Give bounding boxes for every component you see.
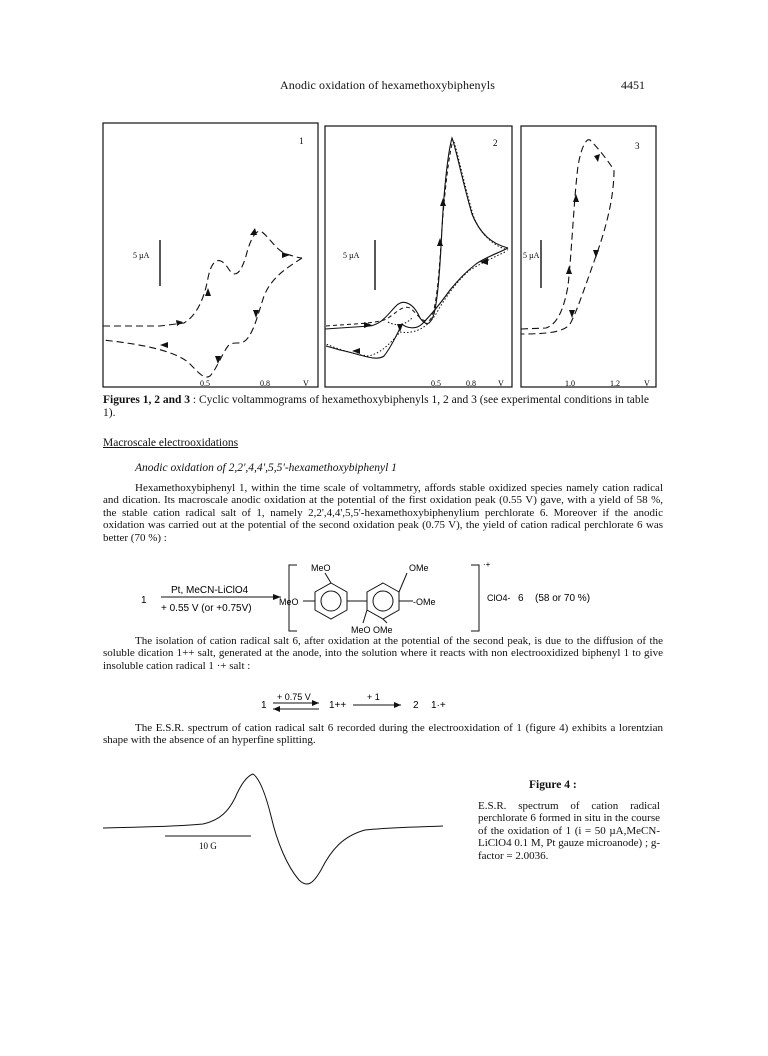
panel-number: 2 bbox=[493, 138, 498, 148]
caption-label: Figures 1, 2 and 3 bbox=[103, 394, 191, 406]
scheme-species: 1 bbox=[261, 700, 267, 711]
tick-label: 0.8 bbox=[466, 379, 476, 388]
substituent-label: MeO bbox=[279, 597, 299, 607]
arrow-label: + 0.75 V bbox=[277, 692, 311, 702]
esr-curve bbox=[103, 774, 443, 884]
substituent-label: -OMe bbox=[413, 597, 436, 607]
esr-spectrum-figure bbox=[103, 770, 453, 900]
cyclic-voltammograms-figure bbox=[100, 118, 660, 394]
figure4-caption: E.S.R. spectrum of cation radical perchlorate 6 formed in situ in the course of the oxidation of 1 (i = 50 µA,MeCN-LiClO4 0.1 M, Pt gauze microanode) ; g-factor = 2.0036. bbox=[478, 800, 660, 862]
yield-label: (58 or 70 %) bbox=[535, 593, 591, 604]
forward-scan-curve bbox=[103, 231, 302, 326]
scheme-species: 1++ bbox=[329, 700, 347, 711]
scale-label: 5 µA bbox=[523, 251, 540, 260]
voltammogram-panel-2 bbox=[325, 126, 512, 388]
substituent-label: MeO OMe bbox=[351, 625, 393, 635]
paragraph: The isolation of cation radical salt 6, after oxidation at the potential of the second peak, is due to the diffusion of the soluble dication 1++ salt, generated at the anode, into the solution where it reacts with non electrooxidized biphenyl 1 to give insoluble cation radical 1 ·+ salt : bbox=[103, 635, 663, 672]
caption-text: : Cyclic voltammograms of hexamethoxybiphenyls 1, 2 and 3 (see experimental conditions in table 1). bbox=[103, 394, 649, 419]
figures-caption bbox=[103, 394, 663, 420]
page-number: 4451 bbox=[621, 78, 645, 92]
conditions-top: Pt, MeCN-LiClO4 bbox=[171, 585, 249, 596]
reverse-scan-curve bbox=[103, 258, 302, 377]
scheme-coefficient: 2 bbox=[413, 700, 419, 711]
reaction-scheme-1 bbox=[103, 555, 663, 635]
tick-label: 1.2 bbox=[610, 379, 620, 388]
tick-label: 0.8 bbox=[260, 379, 270, 388]
product-label: 6 bbox=[518, 593, 524, 604]
tick-label: 0.5 bbox=[431, 379, 441, 388]
dashed-scan-curve bbox=[326, 140, 453, 326]
tick-label: 0.5 bbox=[200, 379, 210, 388]
scale-label: 5 µA bbox=[133, 251, 150, 260]
conditions-bottom: + 0.55 V (or +0.75V) bbox=[161, 603, 252, 614]
biphenyl-structure bbox=[303, 573, 413, 623]
axis-unit: V bbox=[498, 379, 504, 388]
axis-unit: V bbox=[303, 379, 309, 388]
subsection-heading: Anodic oxidation of 2,2',4,4',5,5'-hexamethoxybiphenyl 1 bbox=[135, 462, 397, 474]
dotted-reverse-curve bbox=[326, 252, 505, 356]
scheme-species: 1·+ bbox=[431, 700, 446, 711]
substituent-label: OMe bbox=[409, 563, 429, 573]
tick-label: 1.0 bbox=[565, 379, 575, 388]
figure4-title: Figure 4 : bbox=[529, 779, 577, 791]
panel-number: 1 bbox=[299, 136, 304, 146]
counterion-label: ClO4- bbox=[487, 593, 511, 603]
scale-label: 5 µA bbox=[343, 251, 360, 260]
field-scale-label: 10 G bbox=[199, 841, 217, 851]
paragraph: The E.S.R. spectrum of cation radical salt 6 recorded during the electrooxidation of 1 (figure 4) exhibits a lorentzian shape with the absence of an hyperfine splitting. bbox=[103, 722, 663, 747]
reactant-label: 1 bbox=[141, 595, 147, 606]
dotted-scan-curve bbox=[388, 142, 508, 325]
voltammogram-curve bbox=[521, 140, 614, 334]
voltammogram-panel-1 bbox=[103, 123, 318, 388]
right-bracket bbox=[471, 565, 479, 631]
reverse-scan-curve bbox=[326, 248, 508, 358]
running-title: Anodic oxidation of hexamethoxybiphenyls bbox=[280, 78, 495, 92]
section-heading: Macroscale electrooxidations bbox=[103, 437, 239, 449]
reaction-scheme-2 bbox=[103, 690, 663, 718]
axis-unit: V bbox=[644, 379, 650, 388]
substituent-label: MeO bbox=[311, 563, 331, 573]
voltammogram-panel-3 bbox=[521, 126, 656, 388]
panel-number: 3 bbox=[635, 141, 640, 151]
paragraph: Hexamethoxybiphenyl 1, within the time scale of voltammetry, affords stable oxidized species namely cation radical and dication. Its macroscale anodic oxidation at the potential of the first oxidation peak (0.55 V) gave, with a yield of 58 %, the stable cation radical salt of 1, namely 2,2',4,4',5,5'-hexamethoxybiphenylium perchlorate 6. Moreover if the anodic oxidation was carried out at the potential of the second oxidation peak (0.75 V), the yield of cation radical perchlorate 6 was better (70 %) : bbox=[103, 482, 663, 544]
charge-label: ·+ bbox=[483, 560, 491, 569]
forward-scan-curve bbox=[325, 138, 508, 329]
arrow-label: + 1 bbox=[367, 692, 380, 702]
